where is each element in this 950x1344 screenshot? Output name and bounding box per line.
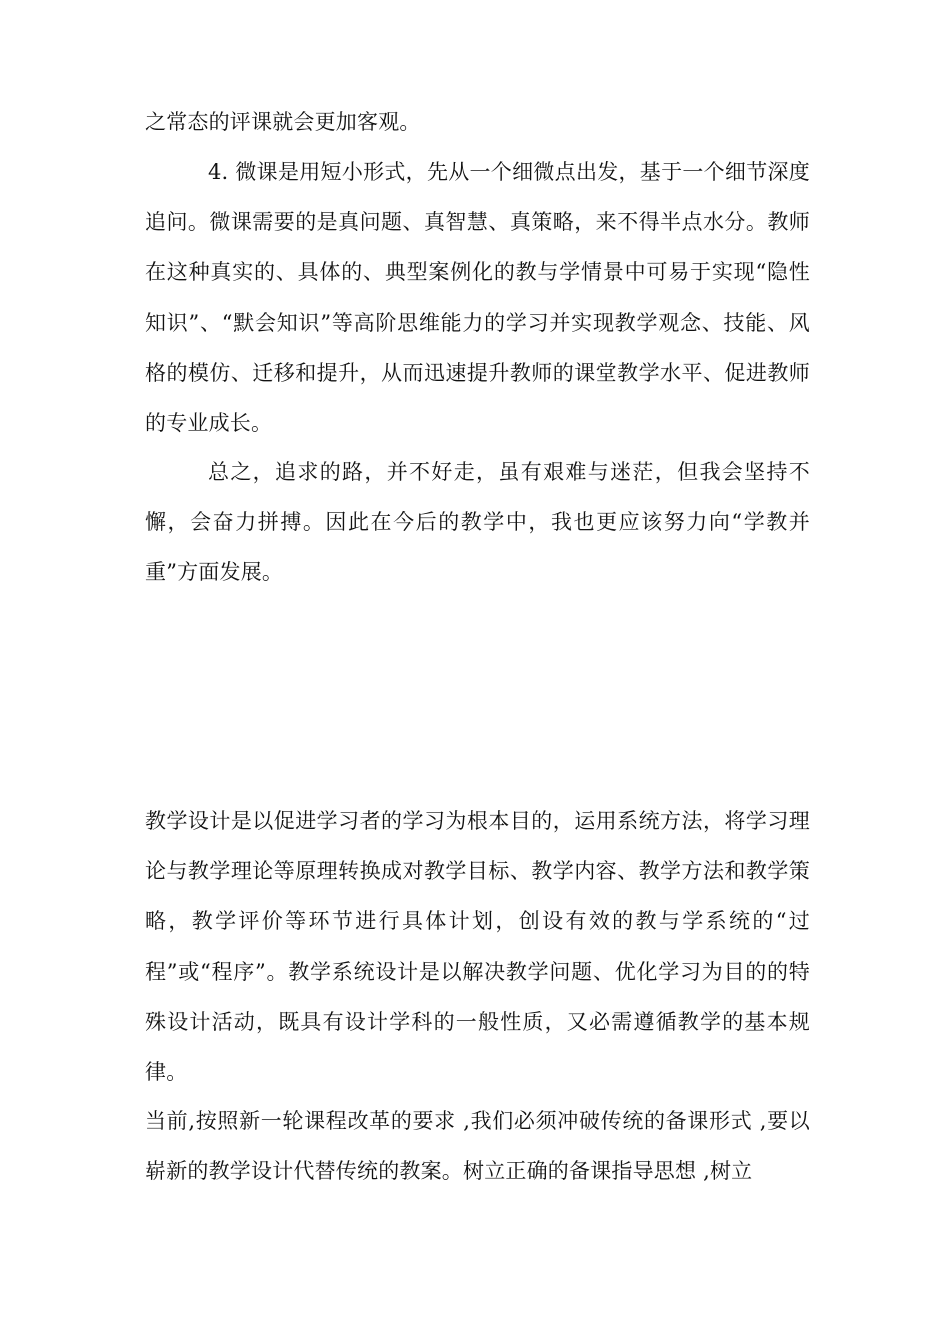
paragraph-micro-lesson: 4. 微课是用短小形式，先从一个细微点出发，基于一个细节深度追问。微课需要的是真问题、真智慧、真策略，来不得半点水分。教师在这种真实的、具体的、典型案例化的教与学情景中可易于实现“隐性知识”、“默会知识”等高阶思维能力的学习并实现教学观念、技能、风格的模仿、迁移和提升，从而迅速提升教师的课堂教学水平、促进教师的专业成长。 [145,160,810,436]
paragraph-continuation: 之常态的评课就会更加客观。 [145,110,421,134]
paragraph-conclusion: 总之，追求的路，并不好走，虽有艰难与迷茫，但我会坚持不懈，会奋力拼搏。因此在今后的教学中，我也更应该努力向“学教并重”方面发展。 [145,460,810,585]
paragraph-instructional-design: 教学设计是以促进学习者的学习为根本目的，运用系统方法，将学习理论与教学理论等原理转换成对教学目标、教学内容、教学方法和教学策略，教学评价等环节进行具体计划，创设有效的教与学系统的“过程”或“程序”。教学系统设计是以解决教学问题、优化学习为目的的特殊设计活动，既具有设计学科的一般性质，又必需遵循教学的基本规律。 [145,809,810,1085]
paragraph-curriculum-reform: 当前,按照新一轮课程改革的要求 ,我们必须冲破传统的备课形式 ,要以崭新的教学设计代替传统的教案。树立正确的备课指导思想 ,树立 [145,1109,810,1184]
